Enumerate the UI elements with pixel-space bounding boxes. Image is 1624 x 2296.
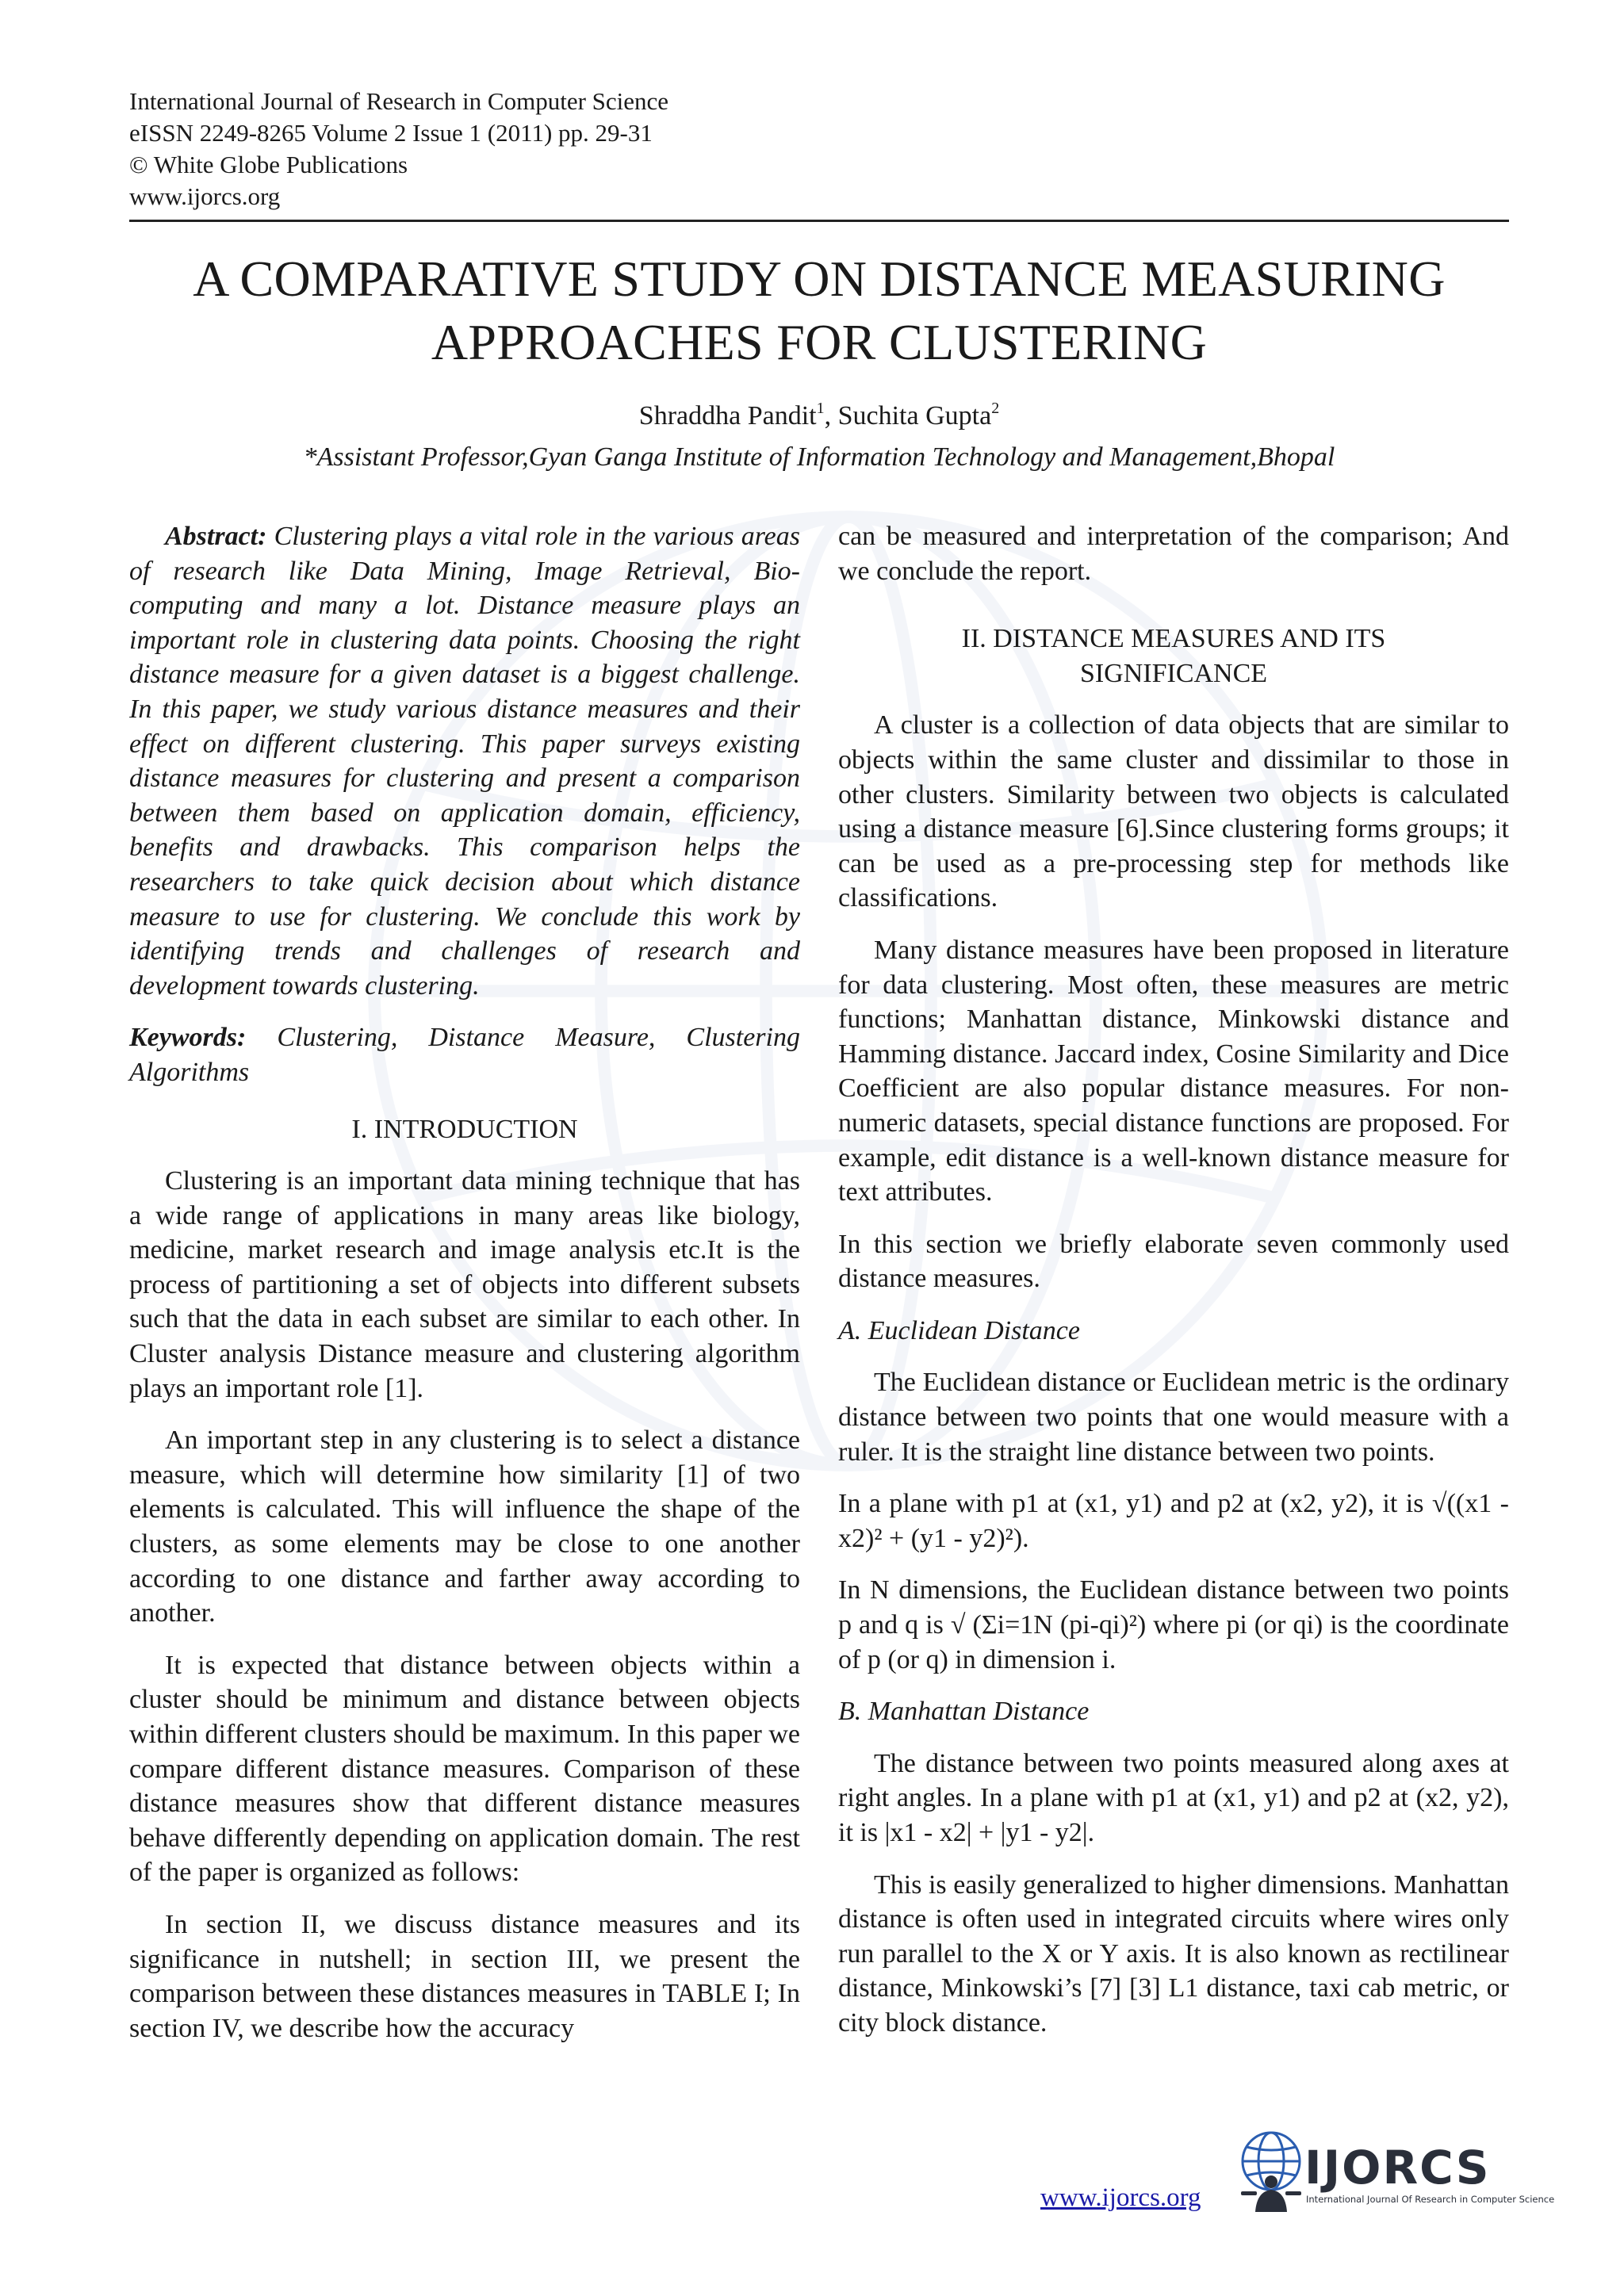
author-2: Suchita Gupta [837, 401, 992, 430]
euclidean-paragraph-3: In N dimensions, the Euclidean distance between two points p and q is √ (Σi=1N (pi-qi)²) where pi (or qi) is the coordinate of p (or q) in dimension i. [838, 1575, 1509, 1674]
section2-paragraph-3: In this section we briefly elaborate seven commonly used distance measures. [838, 1229, 1509, 1294]
manhattan-paragraph-2: This is easily generalized to higher dimensions. Manhattan distance is often used in integrated circuits where wires only run parallel to the X or Y axis. It is also known as rectilinear distance, Minkowski’s [7] [3] L1 distance, taxi cab metric, or city block distance. [838, 1869, 1509, 2038]
intro-paragraph-2: An important step in any clustering is to select a distance measure, which will determine how similarity [1] of two elements is calculated. This will influence the shape of the clusters, as some elements may be close to one another according to one distance and farther away according to another. [129, 1425, 800, 1628]
section2-paragraph-2: Many distance measures have been proposed in literature for data clustering. Most often, these measures are metric functions; Manhattan distance, Minkowski distance and Hamming distance. Jaccard index, Cosine Similarity and Dice Coefficient are also popular distance measures. For non-numeric datasets, special distance functions are proposed. For example, edit distance is a well-known distance measure for text attributes. [838, 935, 1509, 1207]
ijorcs-logo [1225, 2123, 1555, 2218]
section-heading-distance-measures [838, 622, 1509, 691]
keywords-label: Keywords: [129, 1023, 247, 1053]
author-1-affil-mark: 1 [816, 400, 825, 417]
left-column [129, 519, 800, 2045]
intro-paragraph-1: Clustering is an important data mining technique that has a wide range of applications in many areas like biology, medicine, market research and image analysis etc.It is the process of partitioning a set of objects into different subsets such that the data in each subset are similar to each other. In Cluster analysis Distance measure and clustering algorithm plays an important role [1]. [129, 1166, 800, 1403]
author-2-affil-mark: 2 [991, 400, 1000, 417]
section-heading-line-1: II. DISTANCE MEASURES AND ITS [961, 624, 1386, 654]
abstract-text: Clustering plays a vital role in the various areas of research like Data Mining, Image Retrieval, Bio-computing and many a lot. Distance measure plays an important role in clustering data points. Choosing the right distance measure for a given dataset is a biggest challenge. In this paper, we study various distance measures and their effect on different clustering. This paper surveys existing distance measures for clustering and present a comparison between them based on application domain, efficiency, benefits and drawbacks. This comparison helps the researchers to take quick decision about which distance measure to use for clustering. We conclude this work by identifying trends and challenges of research and development towards clustering. [129, 522, 800, 1001]
author-separator: , [824, 401, 838, 430]
paper-title-line-1: A COMPARATIVE STUDY ON DISTANCE MEASURING [193, 251, 1446, 307]
section2-paragraph-1: A cluster is a collection of data objects that are similar to objects within the same cluster and dissimilar to those in other clusters. Similarity between two objects is calculated using a distance measure [6].Since clustering forms groups; it can be used as a pre-processing step for methods like classifications. [838, 710, 1509, 913]
footer-website-link[interactable]: www.ijorcs.org [1040, 2183, 1201, 2212]
header-divider [129, 220, 1509, 222]
section-heading-introduction: I. INTRODUCTION [351, 1114, 578, 1144]
journal-name: International Journal of Research in Computer Science [129, 87, 669, 115]
paper-title [129, 247, 1509, 374]
intro-paragraph-4: In section II, we discuss distance measures and its significance in nutshell; in section III, we present the comparison between these distances measures in TABLE I; In section IV, we describe how the accuracy [129, 1909, 800, 2043]
journal-website: www.ijorcs.org [129, 182, 281, 210]
intro-paragraph-4-continued: can be measured and interpretation of the comparison; And we conclude the report. [838, 522, 1509, 586]
logo-tagline: International Journal Of Research in Computer Science [1306, 2194, 1555, 2205]
subsection-heading-euclidean: A. Euclidean Distance [838, 1315, 1080, 1345]
keywords-text: Clustering, Distance Measure, Clustering Algorithms [129, 1023, 800, 1087]
section-heading-line-2: SIGNIFICANCE [1079, 658, 1268, 688]
intro-paragraph-3: It is expected that distance between objects within a cluster should be minimum and distance between objects within different clusters should be maximum. In this paper we compare different distance measures. Comparison of these distance measures show that different distance measures behave differently depending on application domain. The rest of the paper is organized as follows: [129, 1650, 800, 1888]
euclidean-paragraph-2: In a plane with p1 at (x1, y1) and p2 at (x2, y2), it is √((x1 - x2)² + (y1 - y2)²). [838, 1489, 1509, 1553]
right-column [838, 519, 1509, 2041]
logo-wordmark: IJORCS [1304, 2141, 1491, 2195]
author-list [129, 399, 1509, 434]
manhattan-paragraph-1: The distance between two points measured along axes at right angles. In a plane with p1 at (x1, y1) and p2 at (x2, y2), it is |x1 - x2| + |y1 - y2|. [838, 1748, 1509, 1847]
journal-info [129, 86, 668, 212]
journal-issn: eISSN 2249-8265 Volume 2 Issue 1 (2011) pp. 29-31 [129, 119, 653, 147]
journal-publisher: © White Globe Publications [129, 151, 408, 178]
keywords [129, 1020, 800, 1089]
author-1: Shraddha Pandit [638, 401, 817, 430]
paper-title-line-2: APPROACHES FOR CLUSTERING [431, 314, 1208, 370]
author-affiliation: *Assistant Professor,Gyan Ganga Institute of Information Technology and Management,Bhopal [303, 442, 1335, 472]
abstract-label: Abstract: [165, 522, 267, 551]
abstract [129, 519, 800, 1003]
subsection-heading-manhattan: B. Manhattan Distance [838, 1697, 1090, 1727]
euclidean-paragraph-1: The Euclidean distance or Euclidean metric is the ordinary distance between two points that one would measure with a ruler. It is the straight line distance between two points. [838, 1368, 1509, 1467]
